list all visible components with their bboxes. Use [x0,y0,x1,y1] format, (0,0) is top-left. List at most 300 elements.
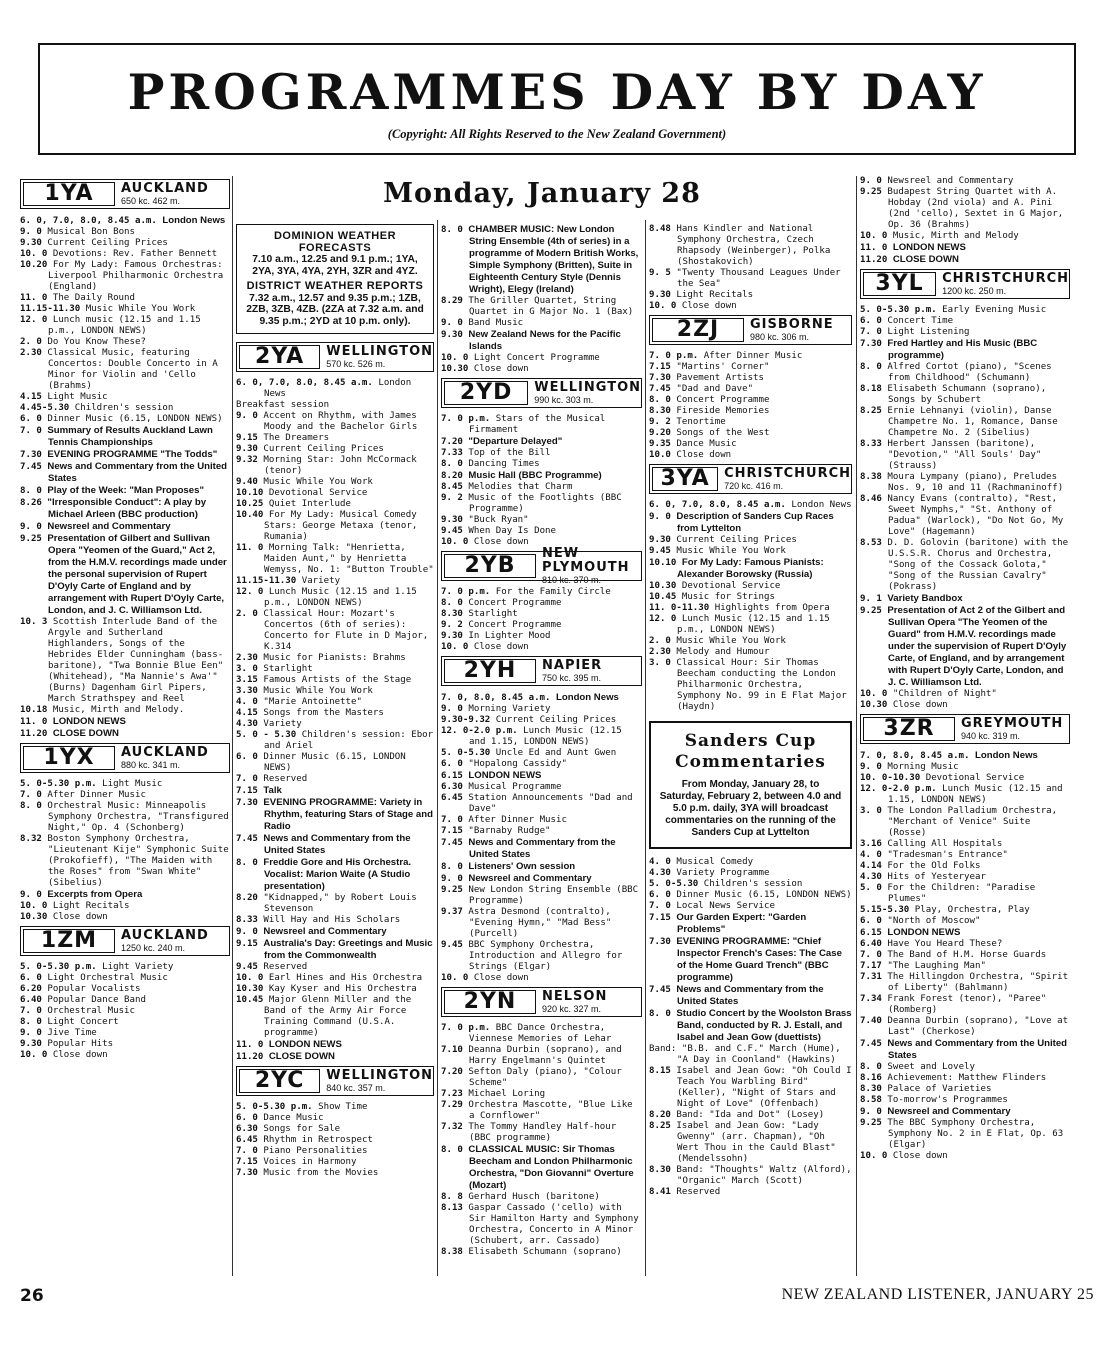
programme-entry [20,521,230,533]
programme-entry [860,439,1070,472]
programme-entry [441,642,642,653]
programme-title: Music While You Work [85,304,196,314]
programme-time: 12. 0-2.0 p.m. [860,784,937,794]
station-header [649,315,852,345]
programme-title: Reserved [676,1187,721,1197]
programme-time: 2. 0 [20,337,42,347]
programme-entry [860,305,1070,316]
programme-entry [441,1247,642,1258]
programme-time: 7.45 [441,838,463,848]
programme-time: 6. 0 [20,973,42,983]
programme-entry [236,609,434,653]
programme-entry [236,653,434,664]
programme-entry [236,587,434,609]
programme-entry [236,697,434,708]
programme-time: 8.41 [649,1187,671,1197]
programme-entry [860,1118,1070,1151]
station-info [117,180,229,208]
programme-time: 2.30 [236,653,258,663]
programme-time: 9.30 [20,1039,42,1049]
programme-title: Deanna Durbin (soprano), "Love at Last" (Cherkose) [887,1016,1069,1037]
programme-entry [649,1165,852,1187]
programme-time: 6. 0 [860,316,882,326]
programme-time: 10. 0 [441,353,469,363]
programme-entry [441,482,642,493]
programme-entry [649,603,852,614]
programme-entry [860,1038,1070,1062]
programme-time: 8.58 [860,1095,882,1105]
programme-title: Tenortime [676,417,726,427]
programme-time: 11. 0 [860,243,888,253]
programme-entry [20,238,230,249]
programme-title: "Dad and Dave" [676,384,754,394]
programme-title: Have You Heard These? [887,939,1003,949]
programme-entry [236,543,434,576]
programme-title: "Tradesman's Entrance" [887,850,1008,860]
programme-time: 12. 0 [649,614,677,624]
programme-title: Uncle Ed and Aunt Gwen [495,748,617,758]
programme-title: Boston Symphony Orchestra, "Lieutenant Kije" Symphonic Suite (Prokofieff), "The Maiden with the Roses" from "Swan White" (Sibelius) [47,834,229,888]
programme-entry [441,837,642,861]
programme-time: 9.45 [649,546,671,556]
station-frequency: 720 kc. 416 m. [724,481,784,491]
programme-title: Astra Desmond (contralto), "Evening Hymn," "Mad Bess" (Purcell) [468,907,612,939]
programme-time: 8. 0 [441,1145,463,1155]
programme-time: 8.30 [649,406,671,416]
programme-entry [860,1095,1070,1106]
programme-title: Gaspar Cassado ('cello) with Sir Hamilton Harty and Symphony Orchestra, Concerto in A Minor (Schubert, arr. Cassado) [468,1203,639,1246]
programme-entry [441,1203,642,1247]
station-frequency: 880 kc. 341 m. [121,760,181,770]
programme-entry [649,439,852,450]
programme-time: 8. 0 [236,858,258,868]
station-call-sign: 2YC [239,1069,320,1093]
programme-title: Breakfast session [236,400,330,410]
column-rule [232,176,233,1276]
programme-time: 5.15-5.30 [860,905,910,915]
programme-entry [860,316,1070,327]
programme-entry [860,254,1070,266]
programme-title: Michael Loring [468,1089,546,1099]
copyright-notice: (Copyright: All Rights Reserved to the New Zealand Government) [387,127,727,141]
programme-entry [20,348,230,392]
programme-entry [860,861,1070,872]
programme-title: Lunch music (12.15 and 1.15 p.m., LONDON NEWS) [48,315,201,336]
programme-title: "Barnaby Rudge" [468,826,551,836]
programme-time: 7. 0 p.m. [649,351,699,361]
programme-time: 7. 0, 8.0, 8.45 a.m. [441,693,551,703]
programme-time: 2.30 [20,348,42,358]
programme-entry [236,785,434,797]
programme-title: Variety [301,576,341,586]
programme-time: 2.30 [649,647,671,657]
programme-title: Local News Service [676,901,775,911]
programme-entry [20,779,230,790]
programme-entry [441,1023,642,1045]
programme-entry [860,384,1070,406]
programme-time: 11. 0 [20,717,48,727]
programme-entry [441,1089,642,1100]
programme-time: 7. 0 [860,327,882,337]
station-call-sign: 2YB [444,554,536,578]
programme-time: 8. 8 [441,1192,463,1202]
programme-entry [236,708,434,719]
programme-time: 9. 0 [441,318,463,328]
programme-time: 6. 0 [236,752,258,762]
programme-title: LONDON NEWS [268,1039,342,1050]
programme-entry [236,675,434,686]
programme-entry [649,614,852,636]
programme-title: Light Music [102,779,163,789]
programme-title: Hits of Yesteryear [887,872,986,882]
station-info [117,744,229,772]
programme-entry [20,901,230,912]
programme-time: 6. 0 [20,414,42,424]
programme-title: Band: "Thoughts" Waltz (Alford), "Organic" March (Scott) [676,1165,852,1186]
station-name: GREYMOUTH [961,716,1064,731]
programme-time: 6.40 [20,995,42,1005]
programme-time: 11.20 [236,1052,264,1062]
programme-entry [860,972,1070,994]
programme-time: 9.25 [20,534,42,544]
programme-time: 9.45 [236,962,258,972]
programme-entry [649,912,852,936]
programme-entry [20,315,230,337]
column-2 [236,220,434,1276]
programme-title: Devotional Service [925,773,1025,783]
programme-time: 9. 0 [860,762,882,772]
programme-entry [441,692,642,704]
page-title: PROGRAMMES DAY BY DAY [127,63,987,121]
programme-title: Children's session [703,879,803,889]
programme-title: Orchestral Music: Minneapolis Symphony Orchestra, "Transfigured Night," Op. 4 (Schonberg) [47,801,229,833]
programme-entry [20,337,230,348]
programme-time: 7.15 [236,1157,258,1167]
station-call-sign: 2YA [239,345,320,369]
weather-forecast-box [236,224,434,334]
programme-title: Light Recitals [676,290,754,300]
programme-title: Classical Hour: Mozart's Concertos (6th of series): Concerto for Flute in D Major, K.314 [263,609,429,652]
programme-entry [20,705,230,716]
programme-title: Close down [676,450,732,460]
programme-title: Gerhard Husch (baritone) [468,1192,600,1202]
programme-entry [236,1124,434,1135]
programme-title: Light Listening [887,327,970,337]
sanders-title: Sanders Cup [684,731,817,751]
programme-title: Morning Variety [468,704,551,714]
programme-title: BBC Symphony Orchestra, Introduction and Allegro for Strings (Elgar) [468,940,623,972]
programme-title: Deanna Durbin (soprano), and Harry Engelmann's Quintet [468,1045,622,1066]
programme-entry [649,546,852,557]
programme-time: 11.15-11.30 [236,576,297,586]
programme-title: D. D. Golovin (baritone) with the U.S.S.R. Chorus and Orchestra, "Song of the Cossack Golota," "Song of the Russian Cavalry" (Pokrass) [887,538,1069,592]
programme-entry [860,994,1070,1016]
programme-title: Variety [263,719,302,729]
programme-time: 9.25 [860,1118,882,1128]
programme-time: 8.20 [441,471,463,481]
programme-time: 7.30 [236,1168,258,1178]
programme-time: 8.25 [860,406,882,416]
programme-entry [649,511,852,535]
programme-time: 6.15 [860,928,882,938]
programme-entry [860,472,1070,494]
programme-entry [441,493,642,515]
programme-time: 8.15 [649,1066,671,1076]
programme-title: Light Recitals [52,901,130,911]
programme-title: Freddie Gore and His Orchestra. Vocalist: Marion Waite (A Studio presentation) [263,857,412,892]
station-info [322,343,433,371]
programme-time: 12. 0 [20,315,48,325]
programme-time: 7. 0, 8.0, 8.45 a.m. [860,751,970,761]
programme-entry [441,726,642,748]
programme-time: 11. 0-11.30 [649,603,710,613]
programme-entry [649,450,852,461]
station-header [860,269,1070,299]
programme-time: 10. 0 [860,231,888,241]
programme-title: Listeners' Own session [468,861,576,872]
programme-title: Current Ceiling Prices [495,715,617,725]
programme-entry [860,806,1070,839]
programme-time: 10.0 [649,450,671,460]
programme-time: 8. 0 [441,862,463,872]
programme-entry [860,916,1070,927]
programme-entry [20,1039,230,1050]
programme-time: 4. 0 [236,697,258,707]
programme-time: 7.31 [860,972,882,982]
programme-time: 10. 0 [441,537,469,547]
page-footer [20,1286,1094,1314]
programme-title: Jive Time [47,1028,97,1038]
programme-title: Presentation of Gilbert and Sullivan Opera "Yeomen of the Guard," Act 2, from the H.M.V. recordings made under the personal supervision of Rupert D'Oyly Carte of England and by arrangement with Rupert D'Oyly Carte, London, and J. C. Williamson Ltd. [47,533,227,616]
programme-time: 8. 0 [649,1009,671,1019]
programme-entry [20,497,230,521]
programme-entry [649,901,852,912]
programme-title: Studio Concert by the Woolston Brass Band, conducted by R. J. Estall, and Isabel and Jean Gow (duettists) [676,1008,852,1043]
programme-entry [649,351,852,362]
programme-time: 6. 0 [441,759,463,769]
programme-title: Stars of the Musical Firmament [469,414,606,435]
programme-time: 7.45 [649,384,671,394]
programme-title: Rhythm in Retrospect [263,1135,373,1145]
programme-entry [649,879,852,890]
programme-title: London News [555,692,619,703]
station-frequency: 940 kc. 319 m. [961,731,1021,741]
station-info [746,316,851,344]
programme-entry [20,461,230,485]
programme-time: 10. 0 [20,901,48,911]
programme-entry [441,759,642,770]
programme-time: 8. 0 [649,395,671,405]
station-call-sign: 1ZM [23,929,115,953]
programme-title: For the Old Folks [887,861,981,871]
programme-title: Melody and Humour [676,647,770,657]
programme-entry [649,581,852,592]
programme-entry [649,1110,852,1121]
programme-title: Musical Programme [468,782,562,792]
programme-entry [860,700,1070,711]
programme-time: 9.15 [236,433,258,443]
programme-time: 9.45 [441,526,463,536]
programme-title: Newsreel and Commentary [468,873,592,884]
programme-entry [236,984,434,995]
programme-entry [236,730,434,752]
programme-time: 8.33 [860,439,882,449]
programme-entry [441,873,642,885]
programme-title: Early Evening Music [942,305,1047,315]
programme-entry [236,664,434,675]
programme-time: 8.32 [20,834,42,844]
programme-time: 3. 0 [649,658,671,668]
programme-title: "The Laughing Man" [887,961,986,971]
station-frequency: 750 kc. 395 m. [542,673,602,683]
programme-time: 6.45 [236,1135,258,1145]
programme-title: The Tommy Handley Half-hour (BBC programme) [468,1122,617,1143]
programme-title: Fred Hartley and His Music (BBC programme) [887,338,1038,361]
programme-entry [236,1146,434,1157]
programme-title: Close down [892,700,948,710]
programme-entry [860,773,1070,784]
programme-entry [441,609,642,620]
programme-time: 8.30 [649,1165,671,1175]
programme-entry [236,499,434,510]
programme-title: Summary of Results Auckland Lawn Tennis Championships [47,425,213,448]
programme-time: 9. 2 [441,493,463,503]
programme-time: 6. 0 [860,916,882,926]
programme-title: EVENING PROGRAMME "The Todds" [47,449,218,460]
programme-time: 7.15 [441,826,463,836]
programme-title: Close down [473,364,529,374]
programme-title: Music While You Work [676,636,786,646]
programme-time: 7. 0 [20,790,42,800]
programme-time: 11. 0 [236,1040,264,1050]
programme-entry [441,526,642,537]
programme-entry [860,327,1070,338]
programme-title: Lunch Music (12.15 and 1.15, LONDON NEWS) [888,784,1063,805]
station-frequency: 1200 kc. 250 m. [942,286,1007,296]
programme-title: To-morrow's Programmes [887,1095,1008,1105]
programme-entry [860,406,1070,439]
programme-title: Band: "B.B. and C.F." March (Hume), "A Day in Coonland" (Hawkins) [649,1044,841,1065]
programme-time: 7. 0 [236,774,258,784]
programme-title: Music Hall (BBC Programme) [468,470,602,481]
programme-title: Musical Bon Bons [47,227,135,237]
programme-title: Starlight [263,664,313,674]
programme-time: 4.14 [860,861,882,871]
programme-title: Isabel and Jean Gow: "Oh Could I Teach You Warbling Bird" (Keller), "Night of Stars and Night of Love" (Offenbach) [676,1066,852,1109]
programme-entry [441,1067,642,1089]
programme-title: Highlights from Opera [714,603,830,613]
station-call-sign: 3YL [863,272,936,296]
programme-title: News and Commentary from the United States [887,1038,1068,1061]
programme-entry [441,436,642,448]
programme-entry [860,494,1070,538]
programme-title: For the Children: "Paradise Plumes" [887,883,1036,904]
programme-entry [649,1066,852,1110]
programme-time: 6.15 [441,771,463,781]
column-rule [437,220,438,1276]
programme-title: The BBC Symphony Orchestra, Symphony No. 2 in E Flat, Op. 63 (Elgar) [887,1118,1064,1150]
programme-time: 10.30 [441,364,469,374]
programme-time: 9. 0 [20,522,42,532]
station-header [236,342,434,372]
programme-time: 10.20 [20,260,48,270]
programme-entry [649,373,852,384]
programme-time: 7. 0 [860,950,882,960]
programme-title: In Lighter Mood [468,631,551,641]
programme-entry [20,889,230,901]
programme-title: London News [974,750,1038,761]
programme-time: 7.30 [649,373,671,383]
programme-time: 7.15 [236,786,258,796]
programme-title: Dinner Music (6.15, LONDON NEWS) [47,414,223,424]
programme-title: Herbert Janssen (baritone), "Devotion," "All Souls' Day" (Strauss) [887,439,1042,471]
programme-time: 8.20 [649,1110,671,1120]
programme-time: 5. 0-5.30 p.m. [20,779,97,789]
programme-entry [236,915,434,926]
programme-entry [860,1084,1070,1095]
programme-title: Newsreel and Commentary [887,1106,1011,1117]
programme-title: BBC Dance Orchestra, Viennese Memories of Lehar [469,1023,612,1044]
programme-title: Frank Forest (tenor), "Paree" (Romberg) [887,994,1047,1015]
programme-entry [441,815,642,826]
programme-entry [441,620,642,631]
programme-entry [236,1039,434,1051]
column-center [236,176,848,216]
programme-entry [20,485,230,497]
programme-entry [649,224,852,268]
programme-entry [20,215,230,227]
programme-entry [20,425,230,449]
programme-time: 7.40 [860,1016,882,1026]
programme-title: The Dreamers [263,433,330,443]
programme-time: 10.45 [649,592,677,602]
column-rule [645,220,646,1276]
programme-entry [649,984,852,1008]
programme-title: Music for Strings [681,592,775,602]
station-info [538,657,641,685]
station-call-sign: 2YH [444,659,536,683]
programme-time: 12. 0-2.0 p.m. [441,726,518,736]
programme-time: 8. 0 [860,362,882,372]
weather-times: 7.10 a.m., 12.25 and 9.1 p.m.; 1YA, 2YA, 3YA, 4YA, 2YH, 3ZR and 4YZ. [252,254,418,277]
station-name: NAPIER [542,658,603,673]
programme-time: 9. 0 [860,1107,882,1117]
programme-time: 8.16 [860,1073,882,1083]
station-call-sign: 1YA [23,182,115,206]
programme-title: Music While You Work [676,546,786,556]
programme-title: Orchestra Mascotte, "Blue Like a Cornflower" [468,1100,633,1121]
programme-entry [860,883,1070,905]
programme-title: London News [264,378,412,399]
station-info [530,379,641,407]
programme-entry [649,395,852,406]
programme-time: 8. 0 [441,459,463,469]
programme-title: Musical Comedy [676,857,754,867]
programme-time: 5. 0-5.30 p.m. [860,305,937,315]
programme-title: "North of Moscow" [887,916,981,926]
programme-time: 7.30 [860,339,882,349]
programme-time: 3. 0 [860,806,882,816]
programme-title: Children's session [74,403,174,413]
programme-time: 10. 0 [860,689,888,699]
programme-title: Newsreel and Commentary [47,521,171,532]
programme-entry [441,1100,642,1122]
programme-time: 11.15-11.30 [20,304,81,314]
programme-entry [20,304,230,315]
station-header [20,926,230,956]
programme-title: Calling All Hospitals [887,839,1003,849]
programme-entry [860,176,1070,187]
